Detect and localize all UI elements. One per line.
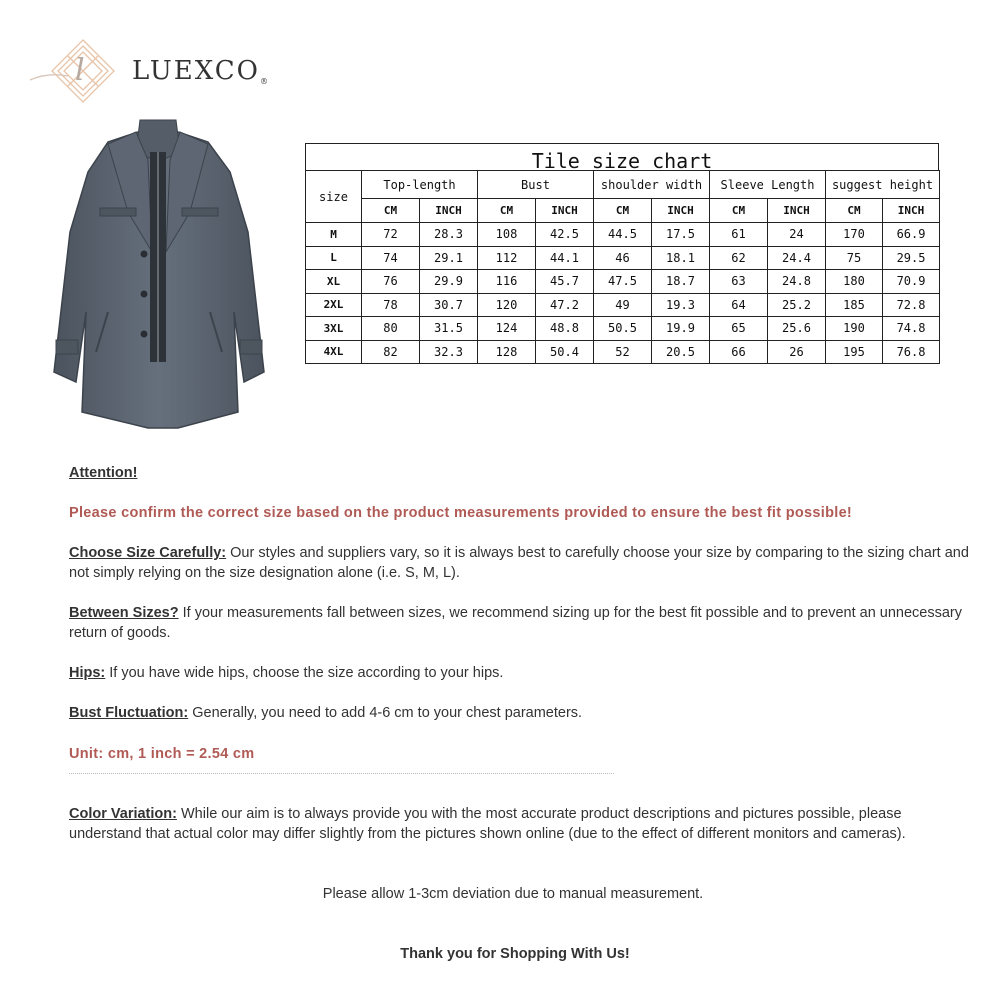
value-cell: 47.5 bbox=[594, 270, 652, 294]
value-cell: 31.5 bbox=[420, 317, 478, 341]
value-cell: 20.5 bbox=[652, 340, 710, 364]
value-cell: 17.5 bbox=[652, 223, 710, 247]
size-table bbox=[305, 170, 940, 364]
value-cell: 24.8 bbox=[768, 270, 826, 294]
value-cell: 76 bbox=[362, 270, 420, 294]
group-header: shoulder width bbox=[594, 171, 710, 199]
value-cell: 46 bbox=[594, 246, 652, 270]
product-image bbox=[48, 112, 268, 432]
value-cell: 19.9 bbox=[652, 317, 710, 341]
size-cell: 4XL bbox=[306, 340, 362, 364]
value-cell: 116 bbox=[478, 270, 536, 294]
choose-size-body: Our styles and suppliers vary, so it is always best to carefully choose your size by comparing to the sizing chart and not simply relying on the size designation alone (i.e. S, M, L). bbox=[69, 545, 969, 581]
value-cell: 66 bbox=[710, 340, 768, 364]
size-cell: XL bbox=[306, 270, 362, 294]
unit-label: INCH bbox=[536, 199, 594, 223]
value-cell: 50.5 bbox=[594, 317, 652, 341]
group-header: Sleeve Length bbox=[710, 171, 826, 199]
value-cell: 44.5 bbox=[594, 223, 652, 247]
value-cell: 30.7 bbox=[420, 293, 478, 317]
value-cell: 18.1 bbox=[652, 246, 710, 270]
between-sizes-body: If your measurements fall between sizes, we recommend sizing up for the best fit possible and to prevent an unnecessary return of goods. bbox=[69, 605, 962, 641]
value-cell: 78 bbox=[362, 293, 420, 317]
thank-you-message: Thank you for Shopping With Us! bbox=[400, 946, 630, 962]
unit-label: INCH bbox=[883, 199, 940, 223]
value-cell: 44.1 bbox=[536, 246, 594, 270]
unit-note: Unit: cm, 1 inch = 2.54 cm bbox=[69, 746, 255, 762]
value-cell: 63 bbox=[710, 270, 768, 294]
value-cell: 128 bbox=[478, 340, 536, 364]
value-cell: 62 bbox=[710, 246, 768, 270]
size-header: size bbox=[306, 171, 362, 223]
value-cell: 195 bbox=[826, 340, 883, 364]
value-cell: 108 bbox=[478, 223, 536, 247]
hips-paragraph bbox=[69, 663, 969, 683]
table-row bbox=[306, 293, 940, 317]
group-header: Top-length bbox=[362, 171, 478, 199]
unit-label: INCH bbox=[420, 199, 478, 223]
value-cell: 52 bbox=[594, 340, 652, 364]
color-variation-label: Color Variation: bbox=[69, 806, 177, 822]
brand-name: LUEXCO® bbox=[132, 56, 268, 86]
value-cell: 29.9 bbox=[420, 270, 478, 294]
bust-label: Bust Fluctuation: bbox=[69, 705, 189, 721]
size-cell: L bbox=[306, 246, 362, 270]
value-cell: 18.7 bbox=[652, 270, 710, 294]
value-cell: 185 bbox=[826, 293, 883, 317]
value-cell: 65 bbox=[710, 317, 768, 341]
between-sizes-label: Between Sizes? bbox=[69, 605, 179, 621]
value-cell: 76.8 bbox=[883, 340, 940, 364]
value-cell: 80 bbox=[362, 317, 420, 341]
value-cell: 49 bbox=[594, 293, 652, 317]
value-cell: 64 bbox=[710, 293, 768, 317]
hips-label: Hips: bbox=[69, 665, 106, 681]
value-cell: 25.6 bbox=[768, 317, 826, 341]
unit-label: INCH bbox=[768, 199, 826, 223]
table-row bbox=[306, 270, 940, 294]
table-row bbox=[306, 340, 940, 364]
size-chart bbox=[305, 143, 939, 364]
confirm-notice: Please confirm the correct size based on the product measurements provided to ensure the best fit possible! bbox=[69, 505, 853, 521]
brand-logo bbox=[28, 36, 288, 106]
hips-body: If you have wide hips, choose the size according to your hips. bbox=[105, 665, 504, 681]
value-cell: 82 bbox=[362, 340, 420, 364]
group-header: Bust bbox=[478, 171, 594, 199]
choose-size-label: Choose Size Carefully: bbox=[69, 545, 227, 561]
monogram-letter: l bbox=[75, 53, 85, 88]
value-cell: 75 bbox=[826, 246, 883, 270]
value-cell: 29.1 bbox=[420, 246, 478, 270]
value-cell: 19.3 bbox=[652, 293, 710, 317]
deviation-note: Please allow 1-3cm deviation due to manual measurement. bbox=[322, 886, 704, 902]
value-cell: 124 bbox=[478, 317, 536, 341]
value-cell: 61 bbox=[710, 223, 768, 247]
value-cell: 72 bbox=[362, 223, 420, 247]
unit-label: CM bbox=[594, 199, 652, 223]
size-cell: 2XL bbox=[306, 293, 362, 317]
bust-body: Generally, you need to add 4-6 cm to your chest parameters. bbox=[188, 705, 583, 721]
overcoat-icon bbox=[48, 112, 268, 432]
value-cell: 120 bbox=[478, 293, 536, 317]
value-cell: 112 bbox=[478, 246, 536, 270]
value-cell: 42.5 bbox=[536, 223, 594, 247]
value-cell: 29.5 bbox=[883, 246, 940, 270]
value-cell: 70.9 bbox=[883, 270, 940, 294]
unit-label: INCH bbox=[652, 199, 710, 223]
dotted-divider bbox=[69, 773, 614, 774]
unit-label: CM bbox=[478, 199, 536, 223]
value-cell: 45.7 bbox=[536, 270, 594, 294]
value-cell: 50.4 bbox=[536, 340, 594, 364]
unit-label: CM bbox=[826, 199, 883, 223]
choose-size-paragraph bbox=[69, 543, 969, 583]
table-header-row bbox=[306, 171, 940, 199]
chart-title: Tile size chart bbox=[305, 143, 939, 170]
table-row bbox=[306, 317, 940, 341]
between-sizes-paragraph bbox=[69, 603, 969, 643]
value-cell: 170 bbox=[826, 223, 883, 247]
table-row bbox=[306, 223, 940, 247]
attention-heading: Attention! bbox=[69, 465, 138, 481]
diamond-monogram-icon bbox=[28, 36, 128, 106]
group-header: suggest height bbox=[826, 171, 940, 199]
unit-label: CM bbox=[710, 199, 768, 223]
value-cell: 47.2 bbox=[536, 293, 594, 317]
value-cell: 28.3 bbox=[420, 223, 478, 247]
color-variation-paragraph bbox=[69, 804, 969, 844]
table-row bbox=[306, 246, 940, 270]
value-cell: 180 bbox=[826, 270, 883, 294]
value-cell: 66.9 bbox=[883, 223, 940, 247]
value-cell: 74 bbox=[362, 246, 420, 270]
value-cell: 24.4 bbox=[768, 246, 826, 270]
value-cell: 190 bbox=[826, 317, 883, 341]
value-cell: 24 bbox=[768, 223, 826, 247]
bust-paragraph bbox=[69, 703, 969, 723]
value-cell: 48.8 bbox=[536, 317, 594, 341]
value-cell: 72.8 bbox=[883, 293, 940, 317]
size-cell: M bbox=[306, 223, 362, 247]
color-variation-body: While our aim is to always provide you with the most accurate product descriptions and pictures possible, please understand that actual color may differ slightly from the pictures shown online (due to the effect of different monitors and cameras). bbox=[69, 806, 906, 842]
value-cell: 74.8 bbox=[883, 317, 940, 341]
size-cell: 3XL bbox=[306, 317, 362, 341]
value-cell: 32.3 bbox=[420, 340, 478, 364]
unit-header-row bbox=[306, 199, 940, 223]
value-cell: 26 bbox=[768, 340, 826, 364]
value-cell: 25.2 bbox=[768, 293, 826, 317]
unit-label: CM bbox=[362, 199, 420, 223]
